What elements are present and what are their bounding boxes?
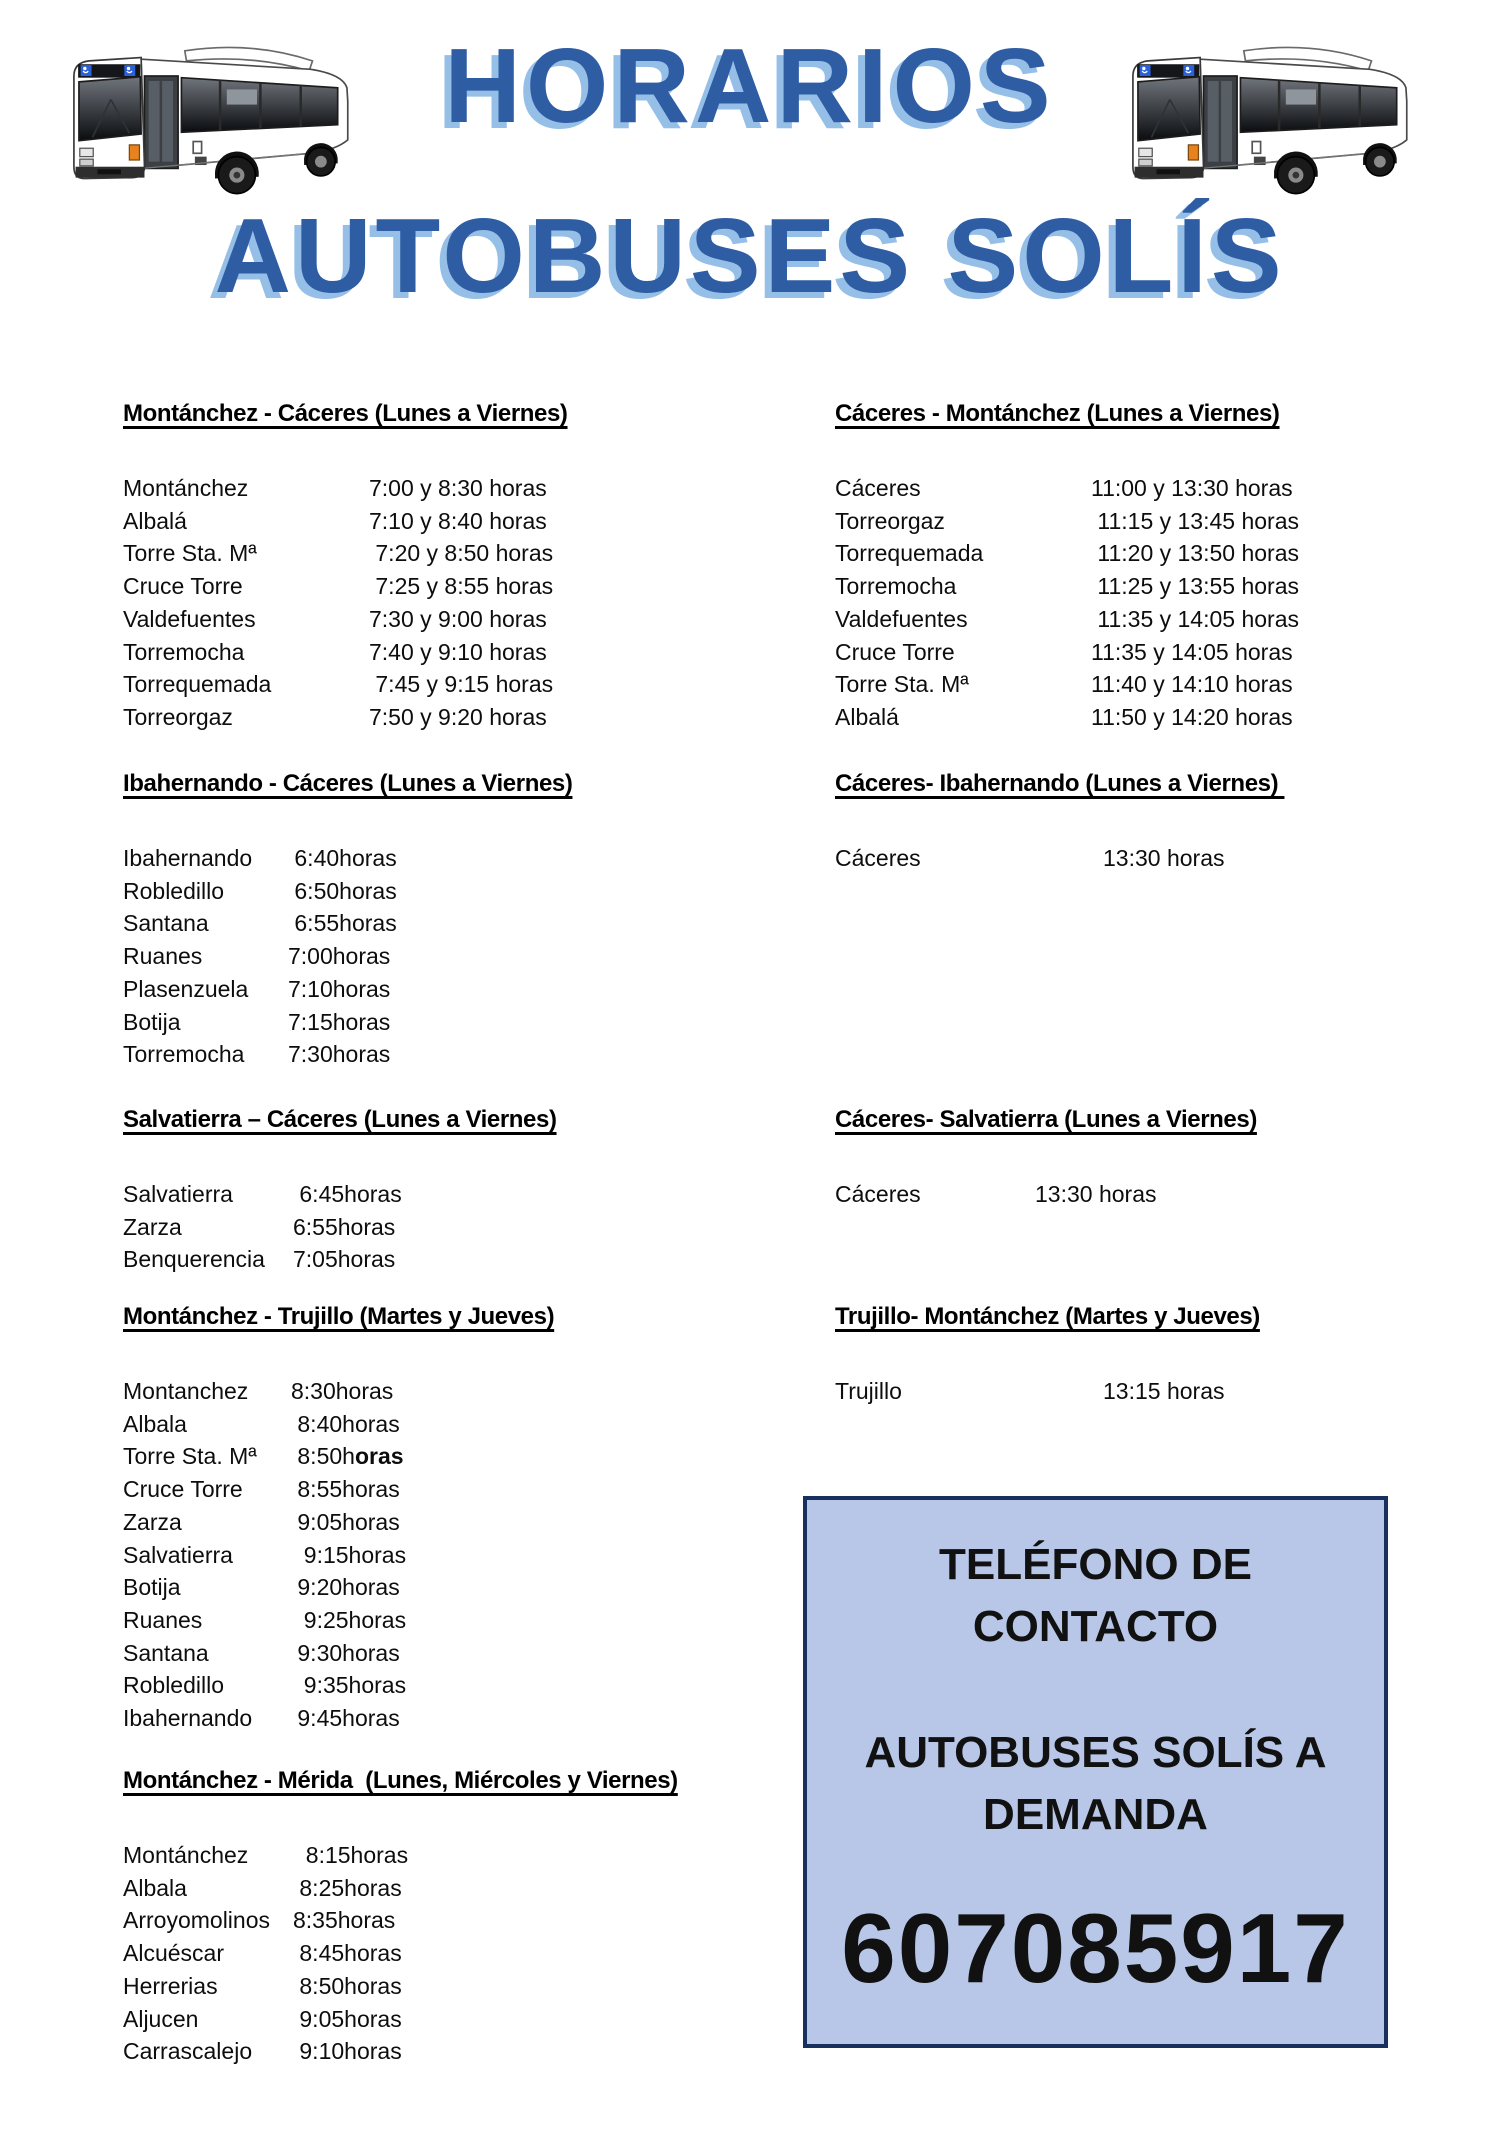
stop-name: Aljucen (123, 2005, 199, 2032)
schedule-row (835, 472, 1299, 505)
schedule-rows (123, 842, 572, 1071)
stop-time: 13:30 horas (1103, 845, 1225, 871)
section-title: Salvatierra – Cáceres (Lunes a Viernes) (123, 1106, 557, 1133)
stop-time: 11:00 y 13:30 horas (1091, 475, 1293, 501)
schedule-row (835, 603, 1299, 636)
schedule-montanchez-caceres (123, 399, 568, 734)
stop-name: Montanchez (123, 1378, 249, 1404)
schedule-row (123, 1839, 678, 1872)
schedule-row (835, 505, 1299, 538)
stop-time: 9:45horas (291, 1705, 400, 1732)
page-title: HORARIOS (444, 27, 1056, 145)
schedule-montanchez-merida (123, 1766, 678, 2068)
schedule-row (123, 1375, 554, 1408)
schedule-rows (835, 842, 1284, 875)
stop-name: Ruanes (123, 943, 203, 970)
stop-name: Robledillo (123, 877, 225, 904)
stop-time: 9:05horas (291, 1508, 400, 1535)
schedule-row (123, 1006, 572, 1039)
bus-icon (1104, 34, 1434, 202)
section-title: Trujillo- Montánchez (Martes y Jueves) (835, 1303, 1260, 1330)
schedule-row (123, 1904, 678, 1937)
schedule-row (123, 701, 568, 734)
stop-name: Cáceres (835, 475, 921, 501)
stop-name: Montánchez (123, 1842, 249, 1868)
stop-time: 7:30 y 9:00 horas (369, 605, 547, 632)
schedule-row (123, 1937, 678, 1970)
stop-name: Zarza (123, 1508, 182, 1535)
stop-time: 11:35 y 14:05 horas (1091, 638, 1293, 665)
schedule-row (123, 1571, 554, 1604)
schedule-row (123, 668, 568, 701)
stop-time: 7:40 y 9:10 horas (369, 638, 547, 665)
stop-name: Zarza (123, 1213, 182, 1240)
stop-time: 7:50 y 9:20 horas (369, 703, 547, 730)
schedule-row (123, 570, 568, 603)
contact-box (803, 1496, 1388, 2048)
stop-name: Torreorgaz (123, 703, 233, 730)
stop-name: Torreorgaz (835, 507, 945, 534)
schedule-row (123, 1539, 554, 1572)
schedule-row (835, 701, 1299, 734)
stop-time: 9:05horas (293, 2005, 402, 2032)
stop-time: 7:25 y 8:55 horas (369, 573, 554, 600)
stop-time: 6:55horas (288, 910, 397, 937)
section-title: Cáceres- Ibahernando (Lunes a Viernes) (835, 770, 1285, 797)
stop-time: 8:40horas (291, 1410, 400, 1437)
stop-name: Torremocha (835, 573, 957, 600)
schedule-row (123, 537, 568, 570)
schedule-caceres-montanchez (835, 399, 1299, 734)
schedule-row (123, 1243, 557, 1276)
stop-time: 9:35horas (291, 1672, 407, 1699)
schedule-row (123, 907, 572, 940)
stop-name: Cáceres (835, 1181, 921, 1207)
stop-name: Ibahernando (123, 845, 253, 871)
schedule-row (123, 1637, 554, 1670)
schedule-row (123, 1604, 554, 1637)
schedule-row (123, 1473, 554, 1506)
stop-time: 9:10horas (293, 2038, 402, 2065)
stop-time: 6:50horas (288, 877, 397, 904)
schedule-row (835, 1178, 1257, 1211)
stop-name: Ruanes (123, 1606, 203, 1633)
stop-name: Robledillo (123, 1672, 225, 1699)
schedule-trujillo-montanchez (835, 1302, 1260, 1408)
stop-name: Carrascalejo (123, 2038, 253, 2065)
stop-time: 6:40horas (288, 845, 397, 871)
section-title: Montánchez - Trujillo (Martes y Jueves) (123, 1303, 555, 1330)
stop-time: 7:00 y 8:30 horas (369, 475, 547, 501)
schedule-caceres-ibahernando (835, 769, 1284, 875)
stop-time: 9:30horas (291, 1639, 400, 1666)
schedule-rows (123, 1839, 678, 2068)
section-title: Cáceres- Salvatierra (Lunes a Viernes) (835, 1106, 1257, 1133)
stop-name: Cruce Torre (123, 1476, 243, 1503)
schedule-row (123, 1408, 554, 1441)
schedule-row (123, 1970, 678, 2003)
contact-phone-number: 607085917 (841, 1893, 1350, 2003)
stop-time: 7:05horas (293, 1246, 396, 1273)
stop-name: Herrerias (123, 1972, 218, 1999)
section-title: Montánchez - Cáceres (Lunes a Viernes) (123, 400, 568, 427)
stop-time: 11:20 y 13:50 horas (1091, 540, 1299, 567)
stop-time: 7:10 y 8:40 horas (369, 507, 547, 534)
stop-name: Cáceres (835, 845, 921, 871)
schedule-row (123, 1440, 554, 1473)
stop-name: Valdefuentes (123, 605, 256, 632)
schedule-row (835, 668, 1299, 701)
stop-name: Montánchez (123, 475, 249, 501)
stop-name: Trujillo (835, 1378, 902, 1404)
schedule-rows (123, 1375, 554, 1735)
schedule-row (123, 973, 572, 1006)
stop-name: Torrequemada (835, 540, 984, 567)
schedule-row (123, 1669, 554, 1702)
schedule-caceres-salvatierra (835, 1105, 1257, 1211)
stop-time: 9:25horas (291, 1606, 407, 1633)
stop-time: 8:55horas (291, 1476, 400, 1503)
schedule-row (123, 1178, 557, 1211)
schedule-rows (835, 1375, 1260, 1408)
stop-name: Torre Sta. Mª (123, 1443, 257, 1470)
section-title: Montánchez - Mérida (Lunes, Miércoles y Viernes) (123, 1767, 678, 1794)
stop-time: 7:00horas (288, 943, 391, 970)
section-title: Cáceres - Montánchez (Lunes a Viernes) (835, 400, 1280, 427)
stop-time: 7:20 y 8:50 horas (369, 540, 554, 567)
stop-name: Salvatierra (123, 1181, 233, 1207)
schedule-row (123, 505, 568, 538)
stop-name: Botija (123, 1008, 181, 1035)
stop-time: 7:30horas (288, 1041, 391, 1068)
schedule-row (835, 537, 1299, 570)
stop-time: 6:45horas (293, 1181, 402, 1207)
stop-time: 11:50 y 14:20 horas (1091, 703, 1293, 730)
stop-name: Botija (123, 1574, 181, 1601)
schedule-row (123, 2035, 678, 2068)
schedule-row (123, 940, 572, 973)
stop-name: Cruce Torre (123, 573, 243, 600)
stop-time: 8:35horas (293, 1907, 396, 1934)
stop-time: 9:15horas (291, 1541, 407, 1568)
stop-name: Santana (123, 910, 209, 937)
stop-time: 11:35 y 14:05 horas (1091, 605, 1299, 632)
bus-icon (45, 34, 375, 202)
stop-name: Valdefuentes (835, 605, 968, 632)
schedule-montanchez-trujillo (123, 1302, 554, 1735)
stop-time: 11:25 y 13:55 horas (1091, 573, 1299, 600)
schedule-row (835, 1375, 1260, 1408)
stop-name: Torrequemada (123, 671, 272, 698)
schedule-rows (835, 472, 1299, 734)
stop-time: 13:30 horas (1035, 1181, 1157, 1207)
schedule-row (123, 875, 572, 908)
stop-name: Torremocha (123, 638, 245, 665)
schedule-row (835, 842, 1284, 875)
schedule-row (123, 842, 572, 875)
stop-name: Plasenzuela (123, 975, 249, 1002)
stop-name: Albala (123, 1410, 187, 1437)
stop-name: Santana (123, 1639, 209, 1666)
schedule-row (123, 1038, 572, 1071)
stop-name: Albalá (835, 703, 899, 730)
stop-name: Torremocha (123, 1041, 245, 1068)
schedule-row (123, 472, 568, 505)
stop-time: 8:30horas (291, 1378, 394, 1404)
section-title: Ibahernando - Cáceres (Lunes a Viernes) (123, 770, 573, 797)
schedule-row (835, 570, 1299, 603)
stop-name: Ibahernando (123, 1705, 253, 1732)
schedule-row (123, 2003, 678, 2036)
stop-time: 8:15horas (293, 1842, 409, 1868)
stop-time: 11:15 y 13:45 horas (1091, 507, 1299, 534)
schedule-row (123, 1872, 678, 1905)
contact-box-subtitle: AUTOBUSES SOLÍS A DEMANDA (864, 1728, 1327, 1839)
stop-time: 13:15 horas (1103, 1378, 1225, 1404)
schedule-rows (123, 472, 568, 734)
stop-time: 7:10horas (288, 975, 391, 1002)
schedule-rows (835, 1178, 1257, 1211)
stop-time: 7:15horas (288, 1008, 391, 1035)
schedule-row (123, 603, 568, 636)
stop-time: 8:50horas (291, 1443, 404, 1470)
stop-name: Arroyomolinos (123, 1907, 270, 1934)
schedule-rows (123, 1178, 557, 1276)
stop-time: 8:25horas (293, 1874, 402, 1901)
stop-name: Salvatierra (123, 1541, 233, 1568)
stop-name: Benquerencia (123, 1246, 265, 1273)
page-subtitle: AUTOBUSES SOLÍS (214, 197, 1286, 315)
stop-time: 11:40 y 14:10 horas (1091, 671, 1293, 698)
stop-name: Cruce Torre (835, 638, 955, 665)
stop-time: 7:45 y 9:15 horas (369, 671, 554, 698)
stop-time: 9:20horas (291, 1574, 400, 1601)
schedule-row (123, 636, 568, 669)
schedule-row (123, 1506, 554, 1539)
stop-name: Torre Sta. Mª (123, 540, 257, 567)
stop-time: 6:55horas (293, 1213, 396, 1240)
stop-name: Albalá (123, 507, 187, 534)
contact-box-title: TELÉFONO DE CONTACTO (939, 1540, 1252, 1651)
stop-time: 8:50horas (293, 1972, 402, 1999)
schedule-row (123, 1702, 554, 1735)
stop-name: Torre Sta. Mª (835, 671, 969, 698)
schedule-row (123, 1211, 557, 1244)
stop-name: Alcuéscar (123, 1940, 224, 1967)
schedule-row (835, 636, 1299, 669)
stop-name: Albala (123, 1874, 187, 1901)
schedule-ibahernando-caceres (123, 769, 572, 1071)
schedule-salvatierra-caceres (123, 1105, 557, 1276)
stop-time: 8:45horas (293, 1940, 402, 1967)
